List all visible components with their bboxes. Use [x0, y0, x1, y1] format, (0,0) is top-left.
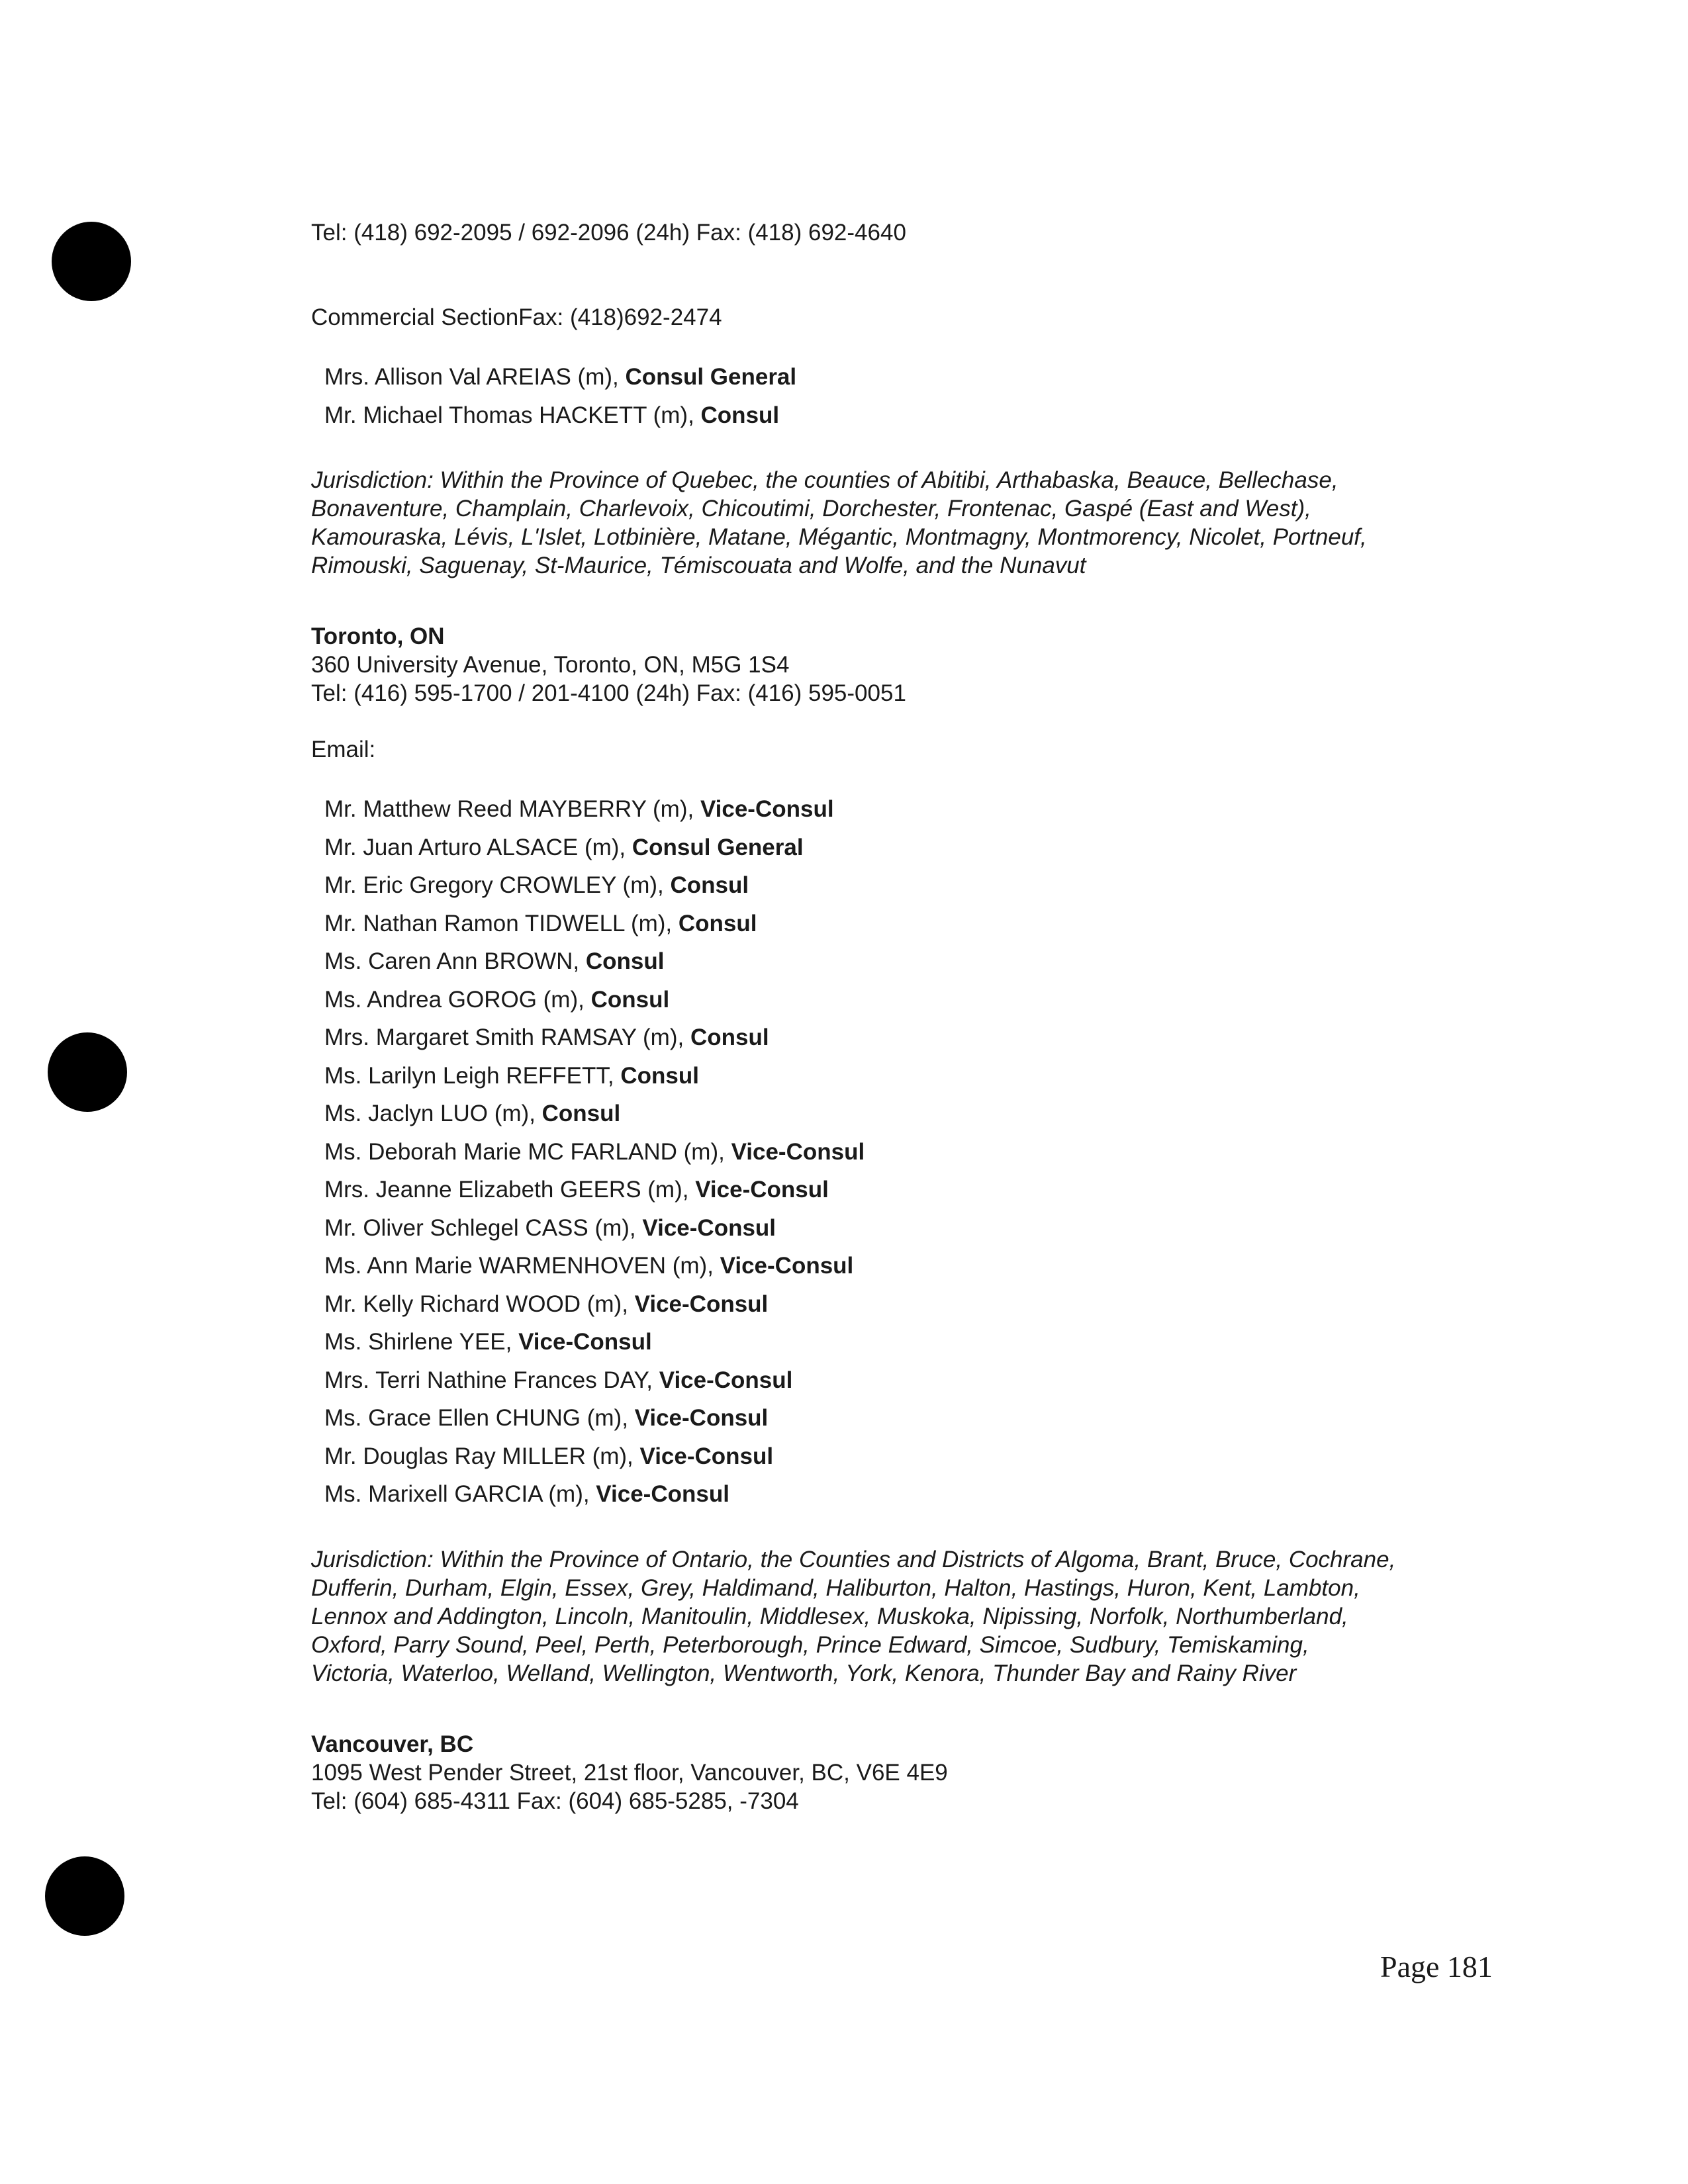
officer-name: Mr. Matthew Reed MAYBERRY (m),	[324, 796, 700, 822]
officer-entry	[311, 829, 1450, 867]
officer-name: Mr. Kelly Richard WOOD (m),	[324, 1291, 635, 1317]
officer-entry	[311, 1057, 1450, 1095]
officer-title: Consul	[690, 1024, 769, 1050]
officer-entry	[311, 1095, 1450, 1133]
officer-title: Consul	[590, 986, 670, 1013]
officer-title: Consul	[678, 910, 757, 936]
officer-title: Vice-Consul	[634, 1291, 769, 1317]
officer-entry	[311, 1399, 1450, 1437]
officer-name: Ms. Marixell GARCIA (m),	[324, 1481, 596, 1507]
officer-name: Mrs. Allison Val AREIAS (m),	[324, 364, 626, 390]
officer-title: Consul	[670, 872, 749, 898]
officer-name: Mr. Eric Gregory CROWLEY (m),	[324, 872, 671, 898]
officer-title: Vice-Consul	[634, 1405, 769, 1431]
document-body	[311, 218, 1450, 1815]
officer-name: Mrs. Margaret Smith RAMSAY (m),	[324, 1024, 690, 1050]
officer-entry	[311, 866, 1450, 905]
officer-name: Mr. Oliver Schlegel CASS (m),	[324, 1214, 643, 1241]
officer-entry	[311, 981, 1450, 1019]
officer-name: Ms. Ann Marie WARMENHOVEN (m),	[324, 1253, 720, 1279]
punch-hole-bottom	[45, 1856, 124, 1936]
officer-entry	[311, 790, 1450, 829]
officer-name: Ms. Andrea GOROG (m),	[324, 986, 591, 1013]
officer-name: Mr. Michael Thomas HACKETT (m),	[324, 402, 701, 428]
officer-title: Vice-Consul	[720, 1253, 854, 1279]
officer-title: Vice-Consul	[731, 1138, 865, 1165]
officer-title: Vice-Consul	[695, 1177, 829, 1203]
officer-title: Vice-Consul	[518, 1329, 652, 1355]
toronto-tel-fax: Tel: (416) 595-1700 / 201-4100 (24h) Fax: (416) 595-0051	[311, 680, 906, 706]
toronto-email-label: Email:	[311, 737, 376, 762]
punch-hole-top	[52, 222, 131, 301]
officer-entry	[311, 1323, 1450, 1361]
officer-name: Mr. Nathan Ramon TIDWELL (m),	[324, 910, 679, 936]
officer-name: Ms. Larilyn Leigh REFFETT,	[324, 1062, 621, 1089]
officer-title: Consul General	[625, 364, 797, 390]
officer-name: Mrs. Jeanne Elizabeth GEERS (m),	[324, 1177, 696, 1203]
officer-entry	[311, 1133, 1450, 1171]
officer-title: Consul	[620, 1062, 699, 1089]
officer-title: Vice-Consul	[596, 1481, 729, 1507]
officer-entry	[311, 1171, 1450, 1209]
quebec-officer-list	[311, 358, 1450, 434]
officer-name: Ms. Deborah Marie MC FARLAND (m),	[324, 1138, 731, 1165]
officer-entry	[311, 942, 1450, 981]
toronto-jurisdiction: Jurisdiction: Within the Province of Ontario, the Counties and Districts of Algoma, Brant, Bruce, Cochrane, Dufferin, Durham, Elgin, Essex, Grey, Haldimand, Haliburton, Halton, Hastings, Huron, Kent, Lambton, Lennox and Addington, Lincoln, Manitoulin, Middlesex, Muskoka, Nipissing, Norfolk, Northumberland, Oxford, Parry Sound, Peel, Perth, Peterborough, Prince Edward, Simcoe, Sudbury, Temiskaming, Victoria, Waterloo, Welland, Wellington, Wentworth, York, Kenora, Thunder Bay and Rainy River	[311, 1546, 1396, 1686]
officer-title: Vice-Consul	[642, 1214, 776, 1241]
officer-title: Consul	[585, 948, 665, 974]
officer-entry	[311, 358, 1450, 396]
vancouver-address: 1095 West Pender Street, 21st floor, Vancouver, BC, V6E 4E9	[311, 1759, 948, 1786]
quebec-jurisdiction: Jurisdiction: Within the Province of Quebec, the counties of Abitibi, Arthabaska, Beauce, Bellechase, Bonaventure, Champlain, Charlevoix, Chicoutimi, Dorchester, Frontenac, Gaspé (East and West), Kamouraska, Lévis, L'Islet, Lotbinière, Matane, Mégantic, Montmagny, Montmorency, Nicolet, Portneuf, Rimouski, Saguenay, St-Maurice, Témiscouata and Wolfe, and the Nunavut	[311, 467, 1367, 578]
officer-name: Mr. Douglas Ray MILLER (m),	[324, 1443, 640, 1469]
vancouver-tel-fax: Tel: (604) 685-4311 Fax: (604) 685-5285, -7304	[311, 1788, 799, 1814]
quebec-tel-fax: Tel: (418) 692-2095 / 692-2096 (24h) Fax: (418) 692-4640	[311, 220, 906, 246]
post-title-vancouver: Vancouver, BC	[311, 1731, 474, 1757]
officer-entry	[311, 1437, 1450, 1476]
officer-entry	[311, 1285, 1450, 1324]
officer-name: Ms. Caren Ann BROWN,	[324, 948, 586, 974]
officer-name: Ms. Grace Ellen CHUNG (m),	[324, 1405, 635, 1431]
officer-entry	[311, 1209, 1450, 1248]
officer-entry	[311, 396, 1450, 435]
officer-title: Vice-Consul	[700, 796, 834, 822]
officer-entry	[311, 1019, 1450, 1057]
officer-entry	[311, 1247, 1450, 1285]
officer-title: Consul	[700, 402, 780, 428]
officer-name: Ms. Shirlene YEE,	[324, 1329, 519, 1355]
officer-entry	[311, 1475, 1450, 1514]
officer-title: Vice-Consul	[659, 1367, 793, 1393]
page-number: Page 181	[1380, 1950, 1493, 1983]
quebec-commercial-fax: Commercial SectionFax: (418)692-2474	[311, 304, 722, 330]
officer-entry	[311, 905, 1450, 943]
officer-title: Consul General	[632, 834, 804, 860]
officer-entry	[311, 1361, 1450, 1400]
officer-title: Consul	[541, 1101, 621, 1126]
post-title-toronto: Toronto, ON	[311, 623, 445, 649]
toronto-officer-list	[311, 790, 1450, 1514]
punch-hole-middle	[48, 1032, 127, 1112]
officer-name: Ms. Jaclyn LUO (m),	[324, 1101, 542, 1126]
officer-name: Mr. Juan Arturo ALSACE (m),	[324, 834, 632, 860]
officer-name: Mrs. Terri Nathine Frances DAY,	[324, 1367, 659, 1393]
toronto-address: 360 University Avenue, Toronto, ON, M5G 1S4	[311, 652, 790, 678]
officer-title: Vice-Consul	[639, 1443, 774, 1469]
